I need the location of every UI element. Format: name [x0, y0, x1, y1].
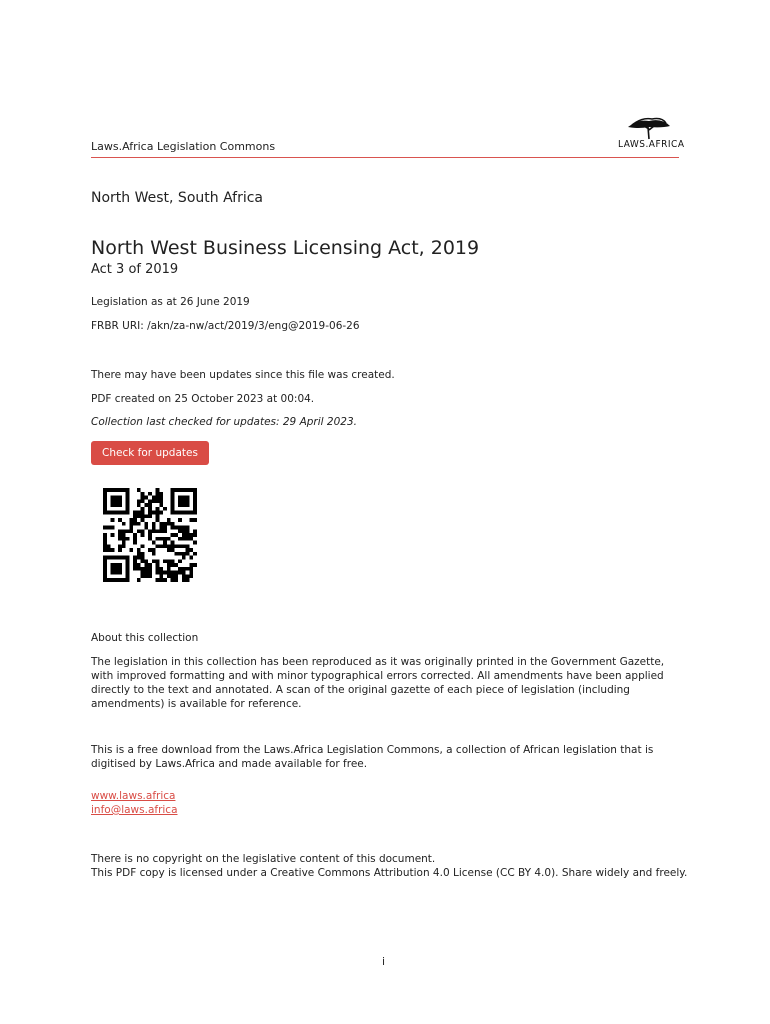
legislation-date: Legislation as at 26 June 2019	[91, 296, 250, 308]
pdf-created-date: PDF created on 25 October 2023 at 00:04.	[91, 393, 315, 405]
logo-text: LAWS.AFRICA	[618, 139, 685, 150]
about-body: The legislation in this collection has been reproduced as it was originally printed in the Government Gazette, with improved formatting and with minor typographical errors corrected. All amendments have been applied directly to the text and annotated. A scan of the original gazette of each piece of legislation (including amendments) is available for reference.	[91, 656, 665, 710]
updates-note: There may have been updates since this file was created.	[91, 369, 395, 381]
act-number: Act 3 of 2019	[91, 262, 179, 277]
email-link[interactable]: info@laws.africa	[91, 804, 178, 816]
qr-code[interactable]	[99, 488, 201, 582]
copyright-note: There is no copyright on the legislative content of this document.	[91, 853, 436, 865]
check-for-updates-button[interactable]: Check for updates	[91, 441, 209, 465]
license-note: This PDF copy is licensed under a Creative Commons Attribution 4.0 License (CC BY 4.0). Share widely and freely.	[91, 867, 688, 879]
laws-africa-logo	[618, 115, 685, 155]
collection-name: Laws.Africa Legislation Commons	[91, 140, 276, 153]
acacia-tree-icon	[618, 115, 680, 141]
frbr-uri: FRBR URI: /akn/za-nw/act/2019/3/eng@2019-06-26	[91, 320, 360, 332]
page-title: North West Business Licensing Act, 2019	[91, 237, 480, 259]
website-link[interactable]: www.laws.africa	[91, 790, 176, 802]
jurisdiction: North West, South Africa	[91, 190, 263, 206]
free-download-text: This is a free download from the Laws.Africa Legislation Commons, a collection of African legislation that is digitised by Laws.Africa and made available for free.	[91, 744, 654, 770]
about-heading: About this collection	[91, 632, 199, 644]
header-divider	[91, 157, 679, 158]
page-number: i	[382, 955, 386, 968]
collection-checked-date: Collection last checked for updates: 29 April 2023.	[91, 416, 357, 428]
